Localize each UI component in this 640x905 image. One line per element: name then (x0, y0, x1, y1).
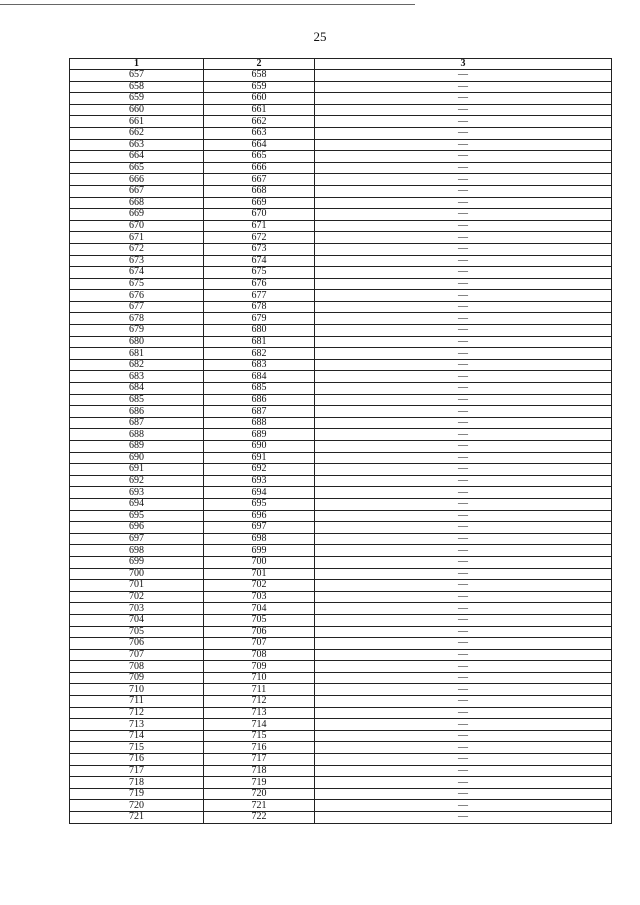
table-row (70, 788, 612, 800)
table-cell-col-3: — (315, 127, 612, 139)
table-cell-col-3: — (315, 81, 612, 93)
table-cell-col-1: 716 (70, 754, 204, 766)
table-row (70, 696, 612, 708)
table-cell-col-3: — (315, 730, 612, 742)
table-cell-col-1: 680 (70, 336, 204, 348)
table-cell-col-2: 673 (204, 243, 315, 255)
table-row (70, 672, 612, 684)
table-cell-col-2: 669 (204, 197, 315, 209)
table-cell-col-3: — (315, 626, 612, 638)
table-body (70, 70, 612, 824)
table-row (70, 209, 612, 221)
table-cell-col-3: — (315, 313, 612, 325)
table-cell-col-1: 685 (70, 394, 204, 406)
table-cell-col-1: 678 (70, 313, 204, 325)
table-row (70, 707, 612, 719)
table-cell-col-1: 710 (70, 684, 204, 696)
table-cell-col-1: 677 (70, 301, 204, 313)
table-cell-col-1: 691 (70, 464, 204, 476)
table-cell-col-3: — (315, 441, 612, 453)
table-cell-col-3: — (315, 556, 612, 568)
table-cell-col-1: 712 (70, 707, 204, 719)
table-row (70, 267, 612, 279)
table-cell-col-2: 705 (204, 614, 315, 626)
table-row (70, 325, 612, 337)
table-cell-col-3: — (315, 788, 612, 800)
table-cell-col-3: — (315, 696, 612, 708)
table-cell-col-2: 703 (204, 591, 315, 603)
table-cell-col-3: — (315, 290, 612, 302)
table-cell-col-3: — (315, 591, 612, 603)
table-cell-col-1: 659 (70, 93, 204, 105)
table-cell-col-1: 713 (70, 719, 204, 731)
table-cell-col-2: 659 (204, 81, 315, 93)
table-cell-col-1: 706 (70, 638, 204, 650)
table-row (70, 243, 612, 255)
table-cell-col-3: — (315, 93, 612, 105)
table-cell-col-3: — (315, 707, 612, 719)
table-cell-col-2: 693 (204, 475, 315, 487)
table-cell-col-2: 721 (204, 800, 315, 812)
table-cell-col-3: — (315, 812, 612, 824)
table-cell-col-2: 688 (204, 417, 315, 429)
table-cell-col-3: — (315, 522, 612, 534)
table-cell-col-1: 702 (70, 591, 204, 603)
table-cell-col-1: 690 (70, 452, 204, 464)
table-row (70, 638, 612, 650)
table-row (70, 777, 612, 789)
table-cell-col-1: 672 (70, 243, 204, 255)
table-cell-col-3: — (315, 533, 612, 545)
table-cell-col-1: 718 (70, 777, 204, 789)
table-cell-col-2: 674 (204, 255, 315, 267)
table-row (70, 220, 612, 232)
table-row (70, 116, 612, 128)
table-cell-col-3: — (315, 371, 612, 383)
table-cell-col-2: 681 (204, 336, 315, 348)
table-cell-col-1: 676 (70, 290, 204, 302)
table-row (70, 290, 612, 302)
table-cell-col-1: 694 (70, 498, 204, 510)
table-cell-col-2: 712 (204, 696, 315, 708)
table-cell-col-3: — (315, 232, 612, 244)
table-cell-col-2: 687 (204, 406, 315, 418)
table-cell-col-1: 719 (70, 788, 204, 800)
table-row (70, 162, 612, 174)
table-cell-col-2: 660 (204, 93, 315, 105)
table-cell-col-1: 668 (70, 197, 204, 209)
table-cell-col-2: 719 (204, 777, 315, 789)
table-cell-col-2: 701 (204, 568, 315, 580)
table-cell-col-3: — (315, 603, 612, 615)
table-row (70, 70, 612, 82)
table-cell-col-3: — (315, 394, 612, 406)
table-cell-col-3: — (315, 104, 612, 116)
table-cell-col-2: 689 (204, 429, 315, 441)
table-cell-col-3: — (315, 209, 612, 221)
table-cell-col-3: — (315, 70, 612, 82)
table-cell-col-1: 669 (70, 209, 204, 221)
table-cell-col-2: 692 (204, 464, 315, 476)
table-cell-col-2: 663 (204, 127, 315, 139)
table-cell-col-2: 676 (204, 278, 315, 290)
table-row (70, 661, 612, 673)
table-cell-col-1: 660 (70, 104, 204, 116)
table-row (70, 719, 612, 731)
table-cell-col-2: 698 (204, 533, 315, 545)
table-row (70, 754, 612, 766)
table-cell-col-1: 664 (70, 151, 204, 163)
table-cell-col-2: 708 (204, 649, 315, 661)
table-row (70, 730, 612, 742)
table-cell-col-1: 703 (70, 603, 204, 615)
table-cell-col-2: 670 (204, 209, 315, 221)
table-row (70, 498, 612, 510)
table-cell-col-1: 708 (70, 661, 204, 673)
table-cell-col-2: 678 (204, 301, 315, 313)
table-row (70, 336, 612, 348)
table-cell-col-2: 662 (204, 116, 315, 128)
table-cell-col-1: 700 (70, 568, 204, 580)
table-cell-col-2: 696 (204, 510, 315, 522)
table-cell-col-2: 667 (204, 174, 315, 186)
table-cell-col-1: 720 (70, 800, 204, 812)
table-row (70, 522, 612, 534)
table-cell-col-3: — (315, 429, 612, 441)
table-cell-col-2: 683 (204, 359, 315, 371)
table-cell-col-3: — (315, 301, 612, 313)
table-cell-col-2: 695 (204, 498, 315, 510)
table-cell-col-2: 694 (204, 487, 315, 499)
table-cell-col-3: — (315, 185, 612, 197)
table-cell-col-1: 675 (70, 278, 204, 290)
table-row (70, 197, 612, 209)
table-cell-col-1: 704 (70, 614, 204, 626)
table-row (70, 185, 612, 197)
column-header-3: 3 (315, 59, 612, 70)
table-cell-col-1: 673 (70, 255, 204, 267)
table-cell-col-1: 666 (70, 174, 204, 186)
table-cell-col-2: 679 (204, 313, 315, 325)
table-cell-col-1: 665 (70, 162, 204, 174)
table-row (70, 417, 612, 429)
table-cell-col-3: — (315, 197, 612, 209)
table-cell-col-2: 722 (204, 812, 315, 824)
table-cell-col-3: — (315, 684, 612, 696)
table-cell-col-1: 658 (70, 81, 204, 93)
table-cell-col-2: 717 (204, 754, 315, 766)
table-cell-col-3: — (315, 800, 612, 812)
table-cell-col-1: 667 (70, 185, 204, 197)
table-cell-col-2: 686 (204, 394, 315, 406)
table-cell-col-1: 698 (70, 545, 204, 557)
table-cell-col-2: 718 (204, 765, 315, 777)
table-cell-col-1: 717 (70, 765, 204, 777)
table-cell-col-3: — (315, 661, 612, 673)
table-cell-col-3: — (315, 568, 612, 580)
table-cell-col-2: 675 (204, 267, 315, 279)
table-header-row (70, 59, 612, 70)
table-row (70, 232, 612, 244)
table-cell-col-1: 699 (70, 556, 204, 568)
table-row (70, 568, 612, 580)
table-cell-col-1: 687 (70, 417, 204, 429)
table-cell-col-2: 664 (204, 139, 315, 151)
table-cell-col-2: 704 (204, 603, 315, 615)
table-cell-col-2: 713 (204, 707, 315, 719)
table-row (70, 359, 612, 371)
table-cell-col-2: 715 (204, 730, 315, 742)
table-row (70, 649, 612, 661)
table-cell-col-3: — (315, 417, 612, 429)
table-cell-col-3: — (315, 580, 612, 592)
table-cell-col-2: 677 (204, 290, 315, 302)
table-cell-col-3: — (315, 278, 612, 290)
table-cell-col-3: — (315, 638, 612, 650)
table-cell-col-1: 701 (70, 580, 204, 592)
table-cell-col-2: 680 (204, 325, 315, 337)
data-table (69, 58, 612, 824)
table-cell-col-3: — (315, 510, 612, 522)
table-cell-col-2: 666 (204, 162, 315, 174)
table-cell-col-2: 690 (204, 441, 315, 453)
table-row (70, 383, 612, 395)
table-cell-col-3: — (315, 777, 612, 789)
table-cell-col-1: 689 (70, 441, 204, 453)
table-cell-col-2: 672 (204, 232, 315, 244)
table-cell-col-2: 711 (204, 684, 315, 696)
table-cell-col-1: 697 (70, 533, 204, 545)
table-cell-col-3: — (315, 267, 612, 279)
table-row (70, 348, 612, 360)
table-row (70, 812, 612, 824)
table-row (70, 614, 612, 626)
table-cell-col-1: 682 (70, 359, 204, 371)
table-cell-col-1: 693 (70, 487, 204, 499)
table-cell-col-1: 684 (70, 383, 204, 395)
table-row (70, 487, 612, 499)
table-row (70, 174, 612, 186)
table-row (70, 278, 612, 290)
column-header-2: 2 (204, 59, 315, 70)
table-cell-col-2: 671 (204, 220, 315, 232)
table-cell-col-2: 685 (204, 383, 315, 395)
table-cell-col-3: — (315, 383, 612, 395)
table-cell-col-3: — (315, 614, 612, 626)
table-cell-col-3: — (315, 487, 612, 499)
table-cell-col-2: 661 (204, 104, 315, 116)
table-cell-col-3: — (315, 719, 612, 731)
table-row (70, 301, 612, 313)
table-cell-col-2: 702 (204, 580, 315, 592)
table-cell-col-3: — (315, 162, 612, 174)
table-row (70, 556, 612, 568)
table-row (70, 475, 612, 487)
table-row (70, 533, 612, 545)
table-cell-col-1: 663 (70, 139, 204, 151)
table-cell-col-1: 707 (70, 649, 204, 661)
table-cell-col-1: 705 (70, 626, 204, 638)
table-cell-col-3: — (315, 255, 612, 267)
table-row (70, 765, 612, 777)
table-cell-col-2: 668 (204, 185, 315, 197)
table-cell-col-2: 691 (204, 452, 315, 464)
table-cell-col-3: — (315, 359, 612, 371)
table-cell-col-1: 696 (70, 522, 204, 534)
top-rule (0, 4, 415, 5)
column-header-1: 1 (70, 59, 204, 70)
table-cell-col-1: 662 (70, 127, 204, 139)
table-row (70, 441, 612, 453)
table-cell-col-2: 697 (204, 522, 315, 534)
table-row (70, 406, 612, 418)
table-cell-col-3: — (315, 754, 612, 766)
table-cell-col-2: 720 (204, 788, 315, 800)
table-cell-col-1: 692 (70, 475, 204, 487)
table-cell-col-3: — (315, 672, 612, 684)
table-cell-col-1: 670 (70, 220, 204, 232)
table-cell-col-3: — (315, 406, 612, 418)
table-cell-col-1: 709 (70, 672, 204, 684)
table-cell-col-3: — (315, 220, 612, 232)
table-cell-col-1: 681 (70, 348, 204, 360)
table-cell-col-3: — (315, 765, 612, 777)
table-row (70, 626, 612, 638)
table-cell-col-2: 684 (204, 371, 315, 383)
table-row (70, 603, 612, 615)
table-cell-col-3: — (315, 348, 612, 360)
table-cell-col-2: 707 (204, 638, 315, 650)
table-row (70, 93, 612, 105)
table-row (70, 742, 612, 754)
table-cell-col-1: 671 (70, 232, 204, 244)
table-row (70, 313, 612, 325)
table-row (70, 81, 612, 93)
table-cell-col-2: 699 (204, 545, 315, 557)
table-cell-col-1: 721 (70, 812, 204, 824)
table-cell-col-3: — (315, 498, 612, 510)
table-row (70, 394, 612, 406)
table-cell-col-1: 657 (70, 70, 204, 82)
table-cell-col-1: 661 (70, 116, 204, 128)
table-cell-col-1: 711 (70, 696, 204, 708)
table-row (70, 545, 612, 557)
table-cell-col-3: — (315, 139, 612, 151)
table-row (70, 800, 612, 812)
table-cell-col-3: — (315, 649, 612, 661)
table-cell-col-3: — (315, 545, 612, 557)
page-number: 25 (313, 29, 327, 44)
table-cell-col-2: 700 (204, 556, 315, 568)
table-cell-col-3: — (315, 336, 612, 348)
table-cell-col-2: 682 (204, 348, 315, 360)
table-row (70, 510, 612, 522)
table-cell-col-1: 679 (70, 325, 204, 337)
table-row (70, 464, 612, 476)
table-cell-col-2: 665 (204, 151, 315, 163)
table-row (70, 591, 612, 603)
table-cell-col-1: 686 (70, 406, 204, 418)
table-row (70, 429, 612, 441)
table-row (70, 151, 612, 163)
table-cell-col-1: 715 (70, 742, 204, 754)
table-row (70, 452, 612, 464)
table-cell-col-3: — (315, 464, 612, 476)
table-cell-col-2: 716 (204, 742, 315, 754)
table-row (70, 684, 612, 696)
table-cell-col-1: 688 (70, 429, 204, 441)
table-cell-col-3: — (315, 174, 612, 186)
table-cell-col-2: 710 (204, 672, 315, 684)
table-cell-col-3: — (315, 151, 612, 163)
table-cell-col-1: 674 (70, 267, 204, 279)
table-cell-col-3: — (315, 742, 612, 754)
table-cell-col-2: 658 (204, 70, 315, 82)
table-row (70, 580, 612, 592)
table-cell-col-3: — (315, 325, 612, 337)
table-cell-col-2: 709 (204, 661, 315, 673)
table-row (70, 371, 612, 383)
table-cell-col-2: 714 (204, 719, 315, 731)
table-cell-col-1: 714 (70, 730, 204, 742)
table-cell-col-3: — (315, 243, 612, 255)
table-row (70, 104, 612, 116)
table-row (70, 255, 612, 267)
table-row (70, 127, 612, 139)
table-cell-col-2: 706 (204, 626, 315, 638)
table-cell-col-1: 695 (70, 510, 204, 522)
table-cell-col-3: — (315, 452, 612, 464)
table-row (70, 139, 612, 151)
table-cell-col-3: — (315, 475, 612, 487)
table-cell-col-1: 683 (70, 371, 204, 383)
table-cell-col-3: — (315, 116, 612, 128)
